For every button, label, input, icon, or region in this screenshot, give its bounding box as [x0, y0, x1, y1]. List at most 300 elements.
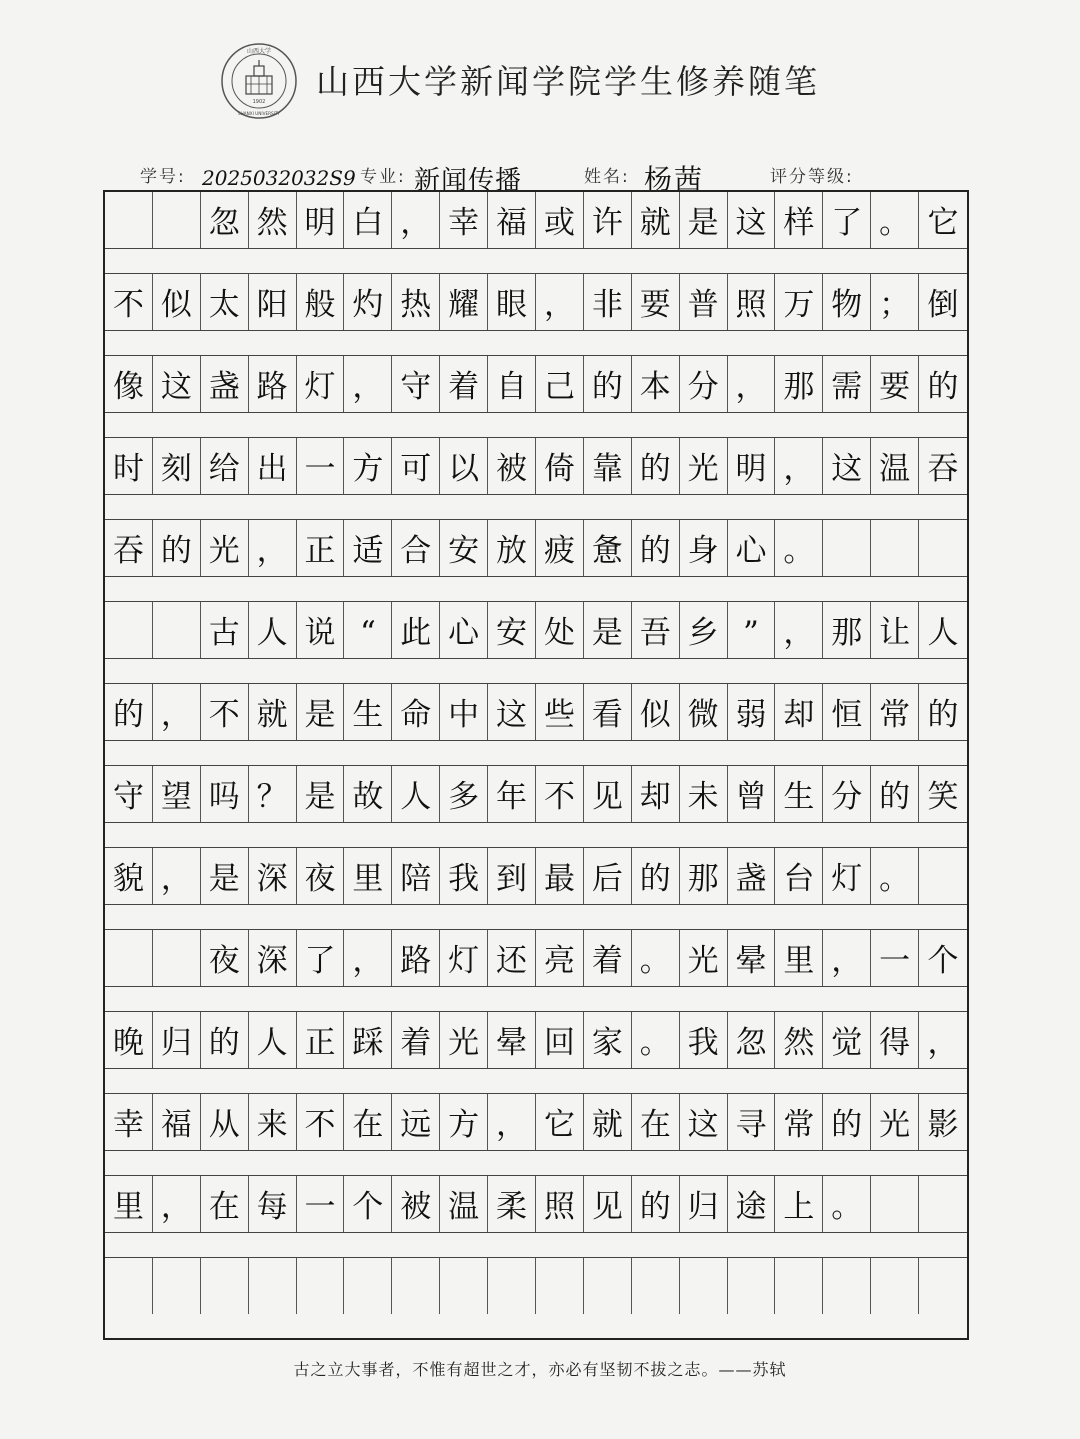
essay-cell: ， [392, 192, 440, 248]
essay-cell: 样 [775, 192, 823, 248]
essay-cell: 的 [632, 520, 680, 576]
essay-cell: 个 [927, 943, 959, 979]
essay-row-cells [105, 438, 967, 494]
essay-cell: 家 [584, 1012, 632, 1068]
essay-cell: “ [344, 602, 392, 658]
essay-cell: 眼 [488, 274, 536, 330]
essay-cell: 是 [201, 848, 249, 904]
essay-row-cells [105, 1258, 967, 1314]
essay-cell [297, 1258, 345, 1314]
essay-cell: 回 [536, 1012, 584, 1068]
essay-cell: 个 [344, 1176, 392, 1232]
essay-cell [201, 1258, 249, 1314]
essay-cell: 那 [775, 356, 823, 412]
essay-cell [919, 520, 967, 576]
essay-cell: 就 [249, 684, 297, 740]
essay-cell: 安 [440, 520, 488, 576]
essay-cell: 盏 [728, 848, 776, 904]
essay-cell: 最 [536, 848, 584, 904]
row-separator [105, 1232, 967, 1258]
essay-row-cells [105, 848, 967, 904]
essay-cell [392, 1258, 440, 1314]
essay-cell: ， [775, 602, 823, 658]
essay-cell: ， [153, 1176, 201, 1232]
essay-cell: 倒 [927, 287, 959, 323]
essay-cell [488, 1258, 536, 1314]
essay-row-cells [105, 274, 967, 330]
essay-cell: 心 [728, 520, 776, 576]
essay-cell: 合 [392, 520, 440, 576]
essay-cell: 些 [536, 684, 584, 740]
essay-cell: 的 [632, 438, 680, 494]
essay-cell: 路 [249, 356, 297, 412]
essay-row [105, 192, 967, 274]
essay-cell: 这 [728, 192, 776, 248]
essay-cell: 亮 [536, 930, 584, 986]
essay-cell: 曾 [728, 766, 776, 822]
essay-cell: 微 [680, 684, 728, 740]
essay-cell: 不 [297, 1094, 345, 1150]
essay-cell: 说 [297, 602, 345, 658]
essay-cell: 那 [823, 602, 871, 658]
essay-cell: 照 [728, 274, 776, 330]
essay-cell: 或 [536, 192, 584, 248]
essay-cell: 一 [871, 930, 919, 986]
essay-cell: 需 [823, 356, 871, 412]
essay-row [105, 766, 967, 848]
essay-cell: 里 [344, 848, 392, 904]
essay-cell: 命 [392, 684, 440, 740]
essay-cell: 一 [297, 438, 345, 494]
essay-cell: 正 [297, 1012, 345, 1068]
essay-cell: 热 [392, 274, 440, 330]
essay-cell: 盏 [201, 356, 249, 412]
essay-cell: 吞 [105, 520, 153, 576]
essay-cell: 就 [584, 1094, 632, 1150]
essay-cell: 吞 [927, 451, 959, 487]
essay-cell: 在 [201, 1176, 249, 1232]
page-header [0, 0, 1080, 150]
essay-cell: ， [344, 356, 392, 412]
essay-cell [919, 1258, 967, 1314]
essay-cell: 似 [632, 684, 680, 740]
essay-cell: 到 [488, 848, 536, 904]
essay-row-cells [105, 1094, 967, 1150]
essay-cell [153, 602, 201, 658]
essay-cell: 万 [775, 274, 823, 330]
essay-cell: 正 [297, 520, 345, 576]
essay-cell: 深 [249, 930, 297, 986]
essay-cell: 吗 [201, 766, 249, 822]
major-label: 专业: [360, 167, 406, 187]
essay-row-cells [105, 602, 967, 658]
essay-row-cells [105, 684, 967, 740]
essay-cell: 心 [440, 602, 488, 658]
essay-cell: 给 [201, 438, 249, 494]
essay-cell: 它 [927, 205, 959, 241]
essay-grid [103, 190, 969, 1340]
essay-cell: 的 [584, 356, 632, 412]
university-seal-icon [220, 42, 298, 120]
student-id-label: 学号: [140, 167, 186, 187]
essay-cell: 里 [105, 1176, 153, 1232]
essay-cell: 着 [584, 930, 632, 986]
essay-cell: 。 [632, 930, 680, 986]
essay-row-cells [105, 930, 967, 986]
essay-cell: 似 [153, 274, 201, 330]
essay-cell: 望 [153, 766, 201, 822]
essay-row [105, 930, 967, 1012]
essay-cell: 见 [584, 1176, 632, 1232]
row-separator [105, 658, 967, 684]
essay-row [105, 1012, 967, 1094]
essay-cell: 的 [927, 697, 959, 733]
essay-cell: 光 [871, 1094, 919, 1150]
essay-cell: 惫 [584, 520, 632, 576]
essay-cell: 我 [440, 848, 488, 904]
essay-cell: 生 [344, 684, 392, 740]
essay-cell [153, 192, 201, 248]
essay-cell: 分 [680, 356, 728, 412]
essay-row [105, 1094, 967, 1176]
footer-quote: 古之立大事者，不惟有超世之才，亦必有坚韧不拔之志。——苏轼 [293, 1360, 787, 1379]
essay-cell: 在 [344, 1094, 392, 1150]
essay-cell [871, 1176, 919, 1232]
essay-cell: 生 [775, 766, 823, 822]
essay-cell: 时 [105, 438, 153, 494]
essay-cell: 还 [488, 930, 536, 986]
essay-cell: 分 [823, 766, 871, 822]
essay-cell: 这 [153, 356, 201, 412]
essay-cell: 刻 [153, 438, 201, 494]
essay-cell: ， [536, 274, 584, 330]
essay-row [105, 1258, 967, 1340]
essay-cell: 踩 [344, 1012, 392, 1068]
row-separator [105, 494, 967, 520]
essay-cell: 白 [344, 192, 392, 248]
essay-cell: ； [871, 274, 919, 330]
essay-row-cells [105, 520, 967, 576]
essay-cell: 光 [680, 930, 728, 986]
essay-row-cells [105, 356, 967, 412]
essay-cell: 台 [775, 848, 823, 904]
essay-cell: 被 [488, 438, 536, 494]
essay-cell: 晚 [105, 1012, 153, 1068]
essay-cell: 着 [392, 1012, 440, 1068]
essay-cell: 温 [440, 1176, 488, 1232]
essay-cell: ， [153, 848, 201, 904]
essay-cell: 途 [728, 1176, 776, 1232]
essay-cell: 不 [536, 766, 584, 822]
essay-cell: 人 [392, 766, 440, 822]
row-separator [105, 1068, 967, 1094]
essay-cell: 适 [344, 520, 392, 576]
essay-cell: 上 [775, 1176, 823, 1232]
essay-row-cells [105, 1012, 967, 1068]
essay-cell: 多 [440, 766, 488, 822]
essay-cell: 见 [584, 766, 632, 822]
essay-cell: 的 [105, 684, 153, 740]
row-separator [105, 248, 967, 274]
essay-cell: ， [823, 930, 871, 986]
row-separator [105, 822, 967, 848]
essay-cell: 耀 [440, 274, 488, 330]
essay-cell: 的 [927, 369, 959, 405]
essay-cell: 像 [105, 356, 153, 412]
essay-cell: 明 [728, 438, 776, 494]
essay-row-cells [105, 766, 967, 822]
essay-cell [344, 1258, 392, 1314]
essay-cell: 是 [297, 684, 345, 740]
essay-cell: 忽 [728, 1012, 776, 1068]
essay-cell: 出 [249, 438, 297, 494]
row-separator [105, 986, 967, 1012]
essay-cell: ， [488, 1094, 536, 1150]
essay-cell: 深 [249, 848, 297, 904]
essay-cell: 夜 [297, 848, 345, 904]
name-label: 姓名: [584, 167, 630, 187]
essay-cell: 忽 [201, 192, 249, 248]
essay-cell: 。 [871, 192, 919, 248]
essay-cell: 灯 [823, 848, 871, 904]
essay-cell: 那 [680, 848, 728, 904]
essay-row [105, 438, 967, 520]
essay-cell: 幸 [440, 192, 488, 248]
essay-cell: 被 [392, 1176, 440, 1232]
essay-cell: 物 [823, 274, 871, 330]
essay-cell: 是 [297, 766, 345, 822]
essay-cell: 这 [823, 438, 871, 494]
essay-cell: ， [927, 1025, 959, 1061]
grade-label: 评分等级: [770, 167, 854, 187]
essay-cell: 的 [871, 766, 919, 822]
essay-cell: 。 [632, 1012, 680, 1068]
seal-year: 1902 [252, 99, 266, 105]
essay-cell: 常 [871, 684, 919, 740]
essay-cell [871, 520, 919, 576]
essay-cell [919, 1176, 967, 1232]
essay-cell: 着 [440, 356, 488, 412]
essay-cell: 人 [249, 602, 297, 658]
essay-cell: 放 [488, 520, 536, 576]
essay-cell: 年 [488, 766, 536, 822]
essay-cell: ， [728, 356, 776, 412]
essay-cell: 不 [201, 684, 249, 740]
essay-cell: 许 [584, 192, 632, 248]
essay-cell: ， [775, 438, 823, 494]
essay-row-cells [105, 1176, 967, 1232]
essay-cell: 看 [584, 684, 632, 740]
essay-cell: 我 [680, 1012, 728, 1068]
essay-cell: 常 [775, 1094, 823, 1150]
essay-cell: 的 [153, 520, 201, 576]
essay-cell: 方 [440, 1094, 488, 1150]
essay-cell: 恒 [823, 684, 871, 740]
essay-cell: 光 [680, 438, 728, 494]
essay-cell: 晕 [488, 1012, 536, 1068]
essay-cell: 。 [823, 1176, 871, 1232]
essay-cell: 太 [201, 274, 249, 330]
essay-cell: ， [153, 684, 201, 740]
essay-cell: 福 [153, 1094, 201, 1150]
essay-cell [823, 520, 871, 576]
essay-row [105, 520, 967, 602]
essay-cell: 自 [488, 356, 536, 412]
essay-cell: 靠 [584, 438, 632, 494]
essay-cell: 福 [488, 192, 536, 248]
essay-cell: 光 [201, 520, 249, 576]
essay-cell: 里 [775, 930, 823, 986]
essay-cell: 影 [927, 1107, 959, 1143]
essay-cell: 来 [249, 1094, 297, 1150]
essay-cell: 从 [201, 1094, 249, 1150]
essay-cell: 明 [297, 192, 345, 248]
essay-cell: 要 [871, 356, 919, 412]
essay-cell: 夜 [201, 930, 249, 986]
essay-cell: 阳 [249, 274, 297, 330]
essay-cell: 了 [297, 930, 345, 986]
essay-cell [249, 1258, 297, 1314]
essay-cell: 晕 [728, 930, 776, 986]
essay-cell [680, 1258, 728, 1314]
essay-cell: 弱 [728, 684, 776, 740]
essay-cell: ？ [249, 766, 297, 822]
student-id-value: 2025032032S9 [202, 166, 356, 190]
essay-cell: 就 [632, 192, 680, 248]
essay-cell: 人 [249, 1012, 297, 1068]
essay-cell: 的 [632, 848, 680, 904]
essay-cell: 让 [871, 602, 919, 658]
essay-cell: 柔 [488, 1176, 536, 1232]
essay-cell: ” [728, 602, 776, 658]
essay-cell: 照 [536, 1176, 584, 1232]
essay-cell: 了 [823, 192, 871, 248]
essay-cell: 己 [536, 356, 584, 412]
essay-cell: 守 [105, 766, 153, 822]
essay-cell: 中 [440, 684, 488, 740]
essay-cell: 在 [632, 1094, 680, 1150]
essay-cell: 远 [392, 1094, 440, 1150]
essay-cell [728, 1258, 776, 1314]
essay-cell: 要 [632, 274, 680, 330]
essay-row-cells [105, 192, 967, 248]
row-separator [105, 412, 967, 438]
essay-cell: 此 [392, 602, 440, 658]
essay-cell: 归 [680, 1176, 728, 1232]
essay-cell: 不 [105, 274, 153, 330]
essay-cell: 这 [680, 1094, 728, 1150]
essay-cell [871, 1258, 919, 1314]
essay-cell [536, 1258, 584, 1314]
essay-cell: 路 [392, 930, 440, 986]
essay-cell: 每 [249, 1176, 297, 1232]
essay-cell: 是 [584, 602, 632, 658]
essay-cell: 安 [488, 602, 536, 658]
row-separator [105, 1150, 967, 1176]
essay-cell: 觉 [823, 1012, 871, 1068]
essay-cell: 般 [297, 274, 345, 330]
essay-row [105, 274, 967, 356]
essay-cell [440, 1258, 488, 1314]
essay-cell: 守 [392, 356, 440, 412]
essay-cell: 的 [201, 1012, 249, 1068]
essay-cell: 一 [297, 1176, 345, 1232]
essay-cell: 然 [249, 192, 297, 248]
essay-row [105, 848, 967, 930]
essay-row [105, 684, 967, 766]
essay-cell: 是 [680, 192, 728, 248]
essay-cell [105, 1258, 153, 1314]
essay-cell [584, 1258, 632, 1314]
essay-cell: 处 [536, 602, 584, 658]
essay-cell: 幸 [105, 1094, 153, 1150]
essay-row [105, 602, 967, 684]
essay-cell [153, 1258, 201, 1314]
essay-cell: 身 [680, 520, 728, 576]
essay-cell: 故 [344, 766, 392, 822]
essay-cell: 却 [632, 766, 680, 822]
essay-cell: ， [344, 930, 392, 986]
essay-cell: 它 [536, 1094, 584, 1150]
essay-cell: 这 [488, 684, 536, 740]
essay-cell: 灯 [440, 930, 488, 986]
essay-cell: ， [249, 520, 297, 576]
essay-cell: 归 [153, 1012, 201, 1068]
essay-cell: 。 [775, 520, 823, 576]
seal-text-top: 山西大学 [246, 48, 272, 55]
essay-cell: 以 [440, 438, 488, 494]
essay-cell: 后 [584, 848, 632, 904]
essay-cell: 却 [775, 684, 823, 740]
essay-cell: 温 [871, 438, 919, 494]
essay-cell: 倚 [536, 438, 584, 494]
essay-cell: 的 [823, 1094, 871, 1150]
essay-cell: 得 [871, 1012, 919, 1068]
essay-cell: 陪 [392, 848, 440, 904]
essay-cell: 灼 [344, 274, 392, 330]
student-info-row [0, 152, 1080, 196]
seal-text-bottom: SHANXI UNIVERSITY [237, 111, 281, 116]
essay-cell: 疲 [536, 520, 584, 576]
essay-cell [632, 1258, 680, 1314]
row-separator [105, 740, 967, 766]
essay-cell [919, 848, 967, 904]
essay-cell [823, 1258, 871, 1314]
row-separator [105, 330, 967, 356]
essay-cell: 本 [632, 356, 680, 412]
essay-cell: 方 [344, 438, 392, 494]
essay-cell: 可 [392, 438, 440, 494]
essay-cell: 乡 [680, 602, 728, 658]
essay-row [105, 1176, 967, 1258]
essay-cell: 人 [927, 615, 959, 651]
essay-cell: 笑 [927, 779, 959, 815]
essay-row [105, 356, 967, 438]
essay-cell: 非 [584, 274, 632, 330]
essay-cell [105, 602, 153, 658]
page-title: 山西大学新闻学院学生修养随笔 [316, 62, 820, 101]
essay-cell [775, 1258, 823, 1314]
essay-cell: 然 [775, 1012, 823, 1068]
essay-cell: 灯 [297, 356, 345, 412]
essay-cell: 光 [440, 1012, 488, 1068]
essay-cell: 寻 [728, 1094, 776, 1150]
row-separator [105, 904, 967, 930]
essay-cell [105, 192, 153, 248]
major-value: 新闻传播 [414, 166, 523, 196]
name-value: 杨茜 [644, 163, 705, 196]
essay-cell: 普 [680, 274, 728, 330]
